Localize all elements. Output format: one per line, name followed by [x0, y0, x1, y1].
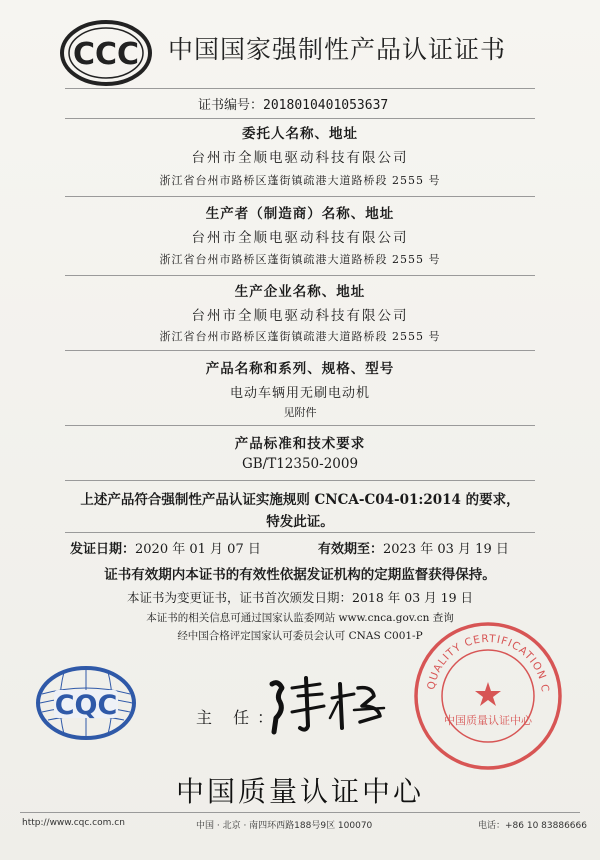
footer-website: http://www.cqc.com.cn	[22, 818, 125, 828]
director-label: 主 任：	[196, 708, 282, 727]
seal-inner-text: 中国质量认证中心	[444, 714, 532, 727]
cqc-logo-text: CQC	[54, 690, 118, 721]
footer-address: 中国 · 北京 · 南四环西路188号9区 100070	[196, 821, 373, 831]
valid-until-label: 有效期至：	[318, 542, 384, 557]
certificate-number	[198, 94, 388, 113]
ccc-logo	[58, 18, 154, 88]
director-signature	[262, 666, 392, 750]
product-name: 电动车辆用无刷电动机	[229, 386, 370, 401]
entrusting-party-name: 台州市全顺电驱动科技有限公司	[191, 150, 409, 166]
manufacturer-address: 浙江省台州市路桥区蓬街镇疏港大道路桥段 2555 号	[159, 253, 441, 266]
statement-line-1: 上述产品符合强制性产品认证实施规则 CNCA-C04-01:2014 的要求，	[80, 492, 520, 508]
standard-value: GB/T12350-2009	[241, 456, 359, 472]
valid-until-value: 2023 年 03 月 19 日	[383, 542, 509, 557]
page-title: 中国国家强制性产品认证证书	[168, 35, 507, 64]
entrusting-party-address: 浙江省台州市路桥区蓬街镇疏港大道路桥段 2555 号	[159, 174, 441, 187]
product-note: 见附件	[283, 406, 317, 419]
divider	[65, 196, 535, 197]
ccc-logo-text: CCC	[72, 37, 140, 72]
factory-name: 台州市全顺电驱动科技有限公司	[191, 308, 409, 324]
info-line-1: 本证书的相关信息可通过国家认监委网站 www.cnca.gov.cn 查询	[146, 612, 454, 624]
footer-divider	[20, 812, 580, 813]
svg-text:CHINA QUALITY CERTIFICATION CE	[412, 620, 551, 695]
product-label: 产品名称和系列、规格、型号	[205, 361, 395, 377]
divider	[65, 350, 535, 351]
divider	[65, 425, 535, 426]
factory-address: 浙江省台州市路桥区蓬街镇疏港大道路桥段 2555 号	[159, 330, 441, 343]
issue-date	[70, 538, 261, 557]
footer-org-name: 中国质量认证中心	[175, 775, 424, 808]
change-note: 本证书为变更证书，证书首次颁发日期：2018 年 03 月 19 日	[127, 590, 473, 605]
statement-line-2: 特发此证。	[266, 514, 334, 530]
divider	[65, 532, 535, 533]
certificate-number-label: 证书编号：	[198, 98, 264, 113]
entrusting-party-label: 委托人名称、地址	[242, 126, 358, 142]
divider	[65, 118, 535, 119]
info-line-2: 经中国合格评定国家认可委员会认可 CNAS C001-P	[177, 630, 423, 642]
divider	[65, 480, 535, 481]
manufacturer-label: 生产者（制造商）名称、地址	[205, 206, 395, 222]
manufacturer-name: 台州市全顺电驱动科技有限公司	[191, 230, 409, 246]
factory-label: 生产企业名称、地址	[234, 284, 366, 300]
divider	[65, 275, 535, 276]
certificate-number-value: 2018010401053637	[263, 98, 389, 113]
divider	[65, 88, 535, 89]
standard-label: 产品标准和技术要求	[234, 436, 366, 452]
cqc-logo	[34, 664, 138, 746]
validity-note: 证书有效期内本证书的有效性依据发证机构的定期监督获得保持。	[104, 567, 496, 583]
issue-date-label: 发证日期：	[70, 542, 136, 557]
footer-phone: 电话：+86 10 83886666	[478, 821, 587, 831]
official-seal	[412, 620, 564, 776]
seal-outer-text: QUALITY CERTIFICATION C	[425, 632, 552, 694]
valid-until-date	[318, 538, 509, 557]
issue-date-value: 2020 年 01 月 07 日	[135, 542, 261, 557]
